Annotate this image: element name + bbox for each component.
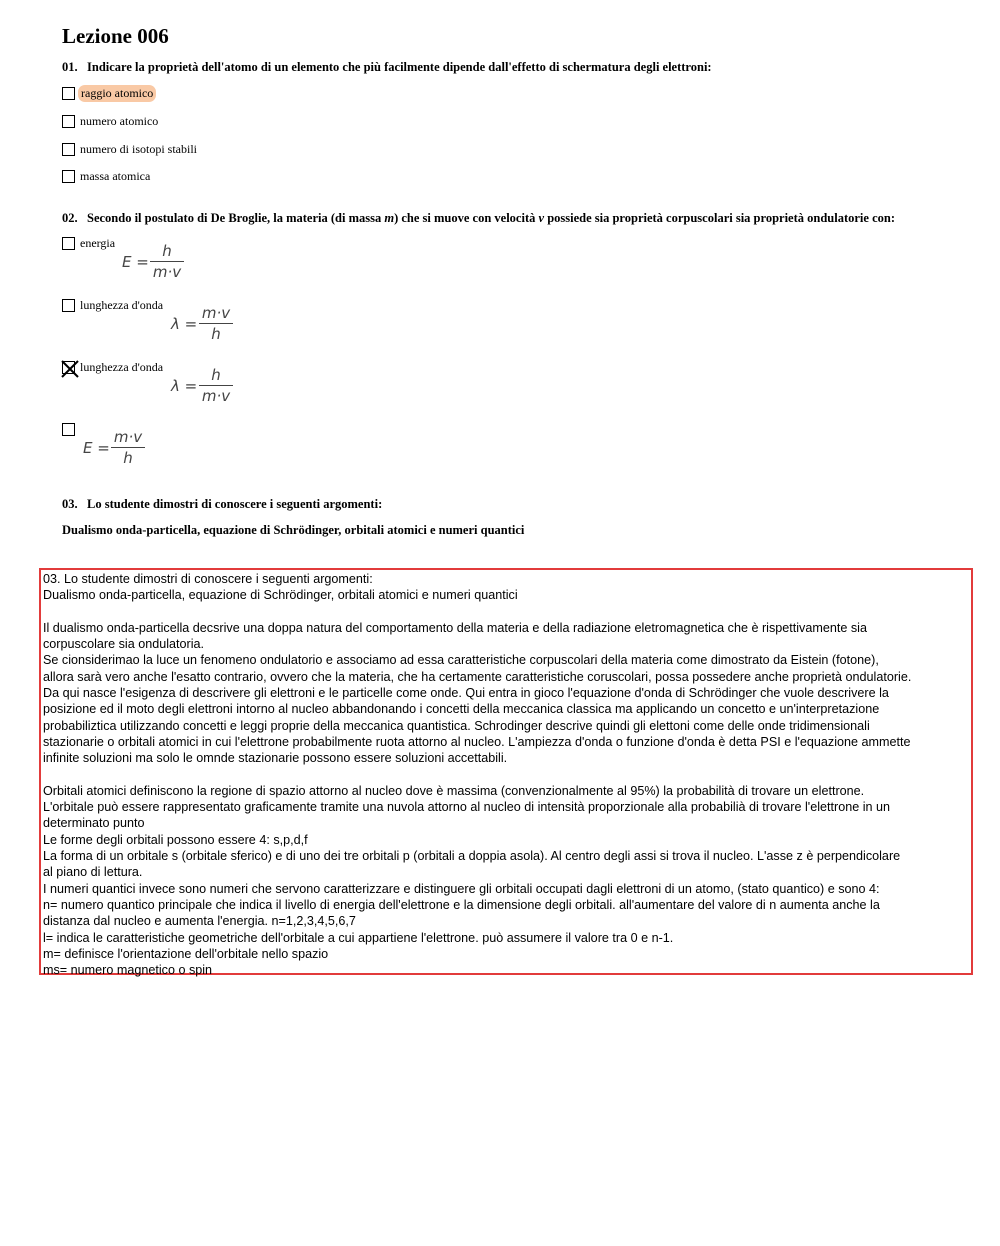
question-01-text: 01. Indicare la proprietà dell'atomo di un elemento che più facilmente dipende dall'effetto di schermatura degli elettroni: bbox=[62, 60, 712, 74]
question-number: 02. bbox=[62, 211, 78, 225]
answer-line: stazionarie o orbitali atomici in cui l'elettrone probabilmente ruota attorno al nucleo. L'ampiezza d'onda o funzione d'onda è detta PSI e l'equazione ammette bbox=[43, 734, 911, 749]
answer-text-box[interactable] bbox=[39, 568, 973, 978]
option-label: lunghezza d'onda bbox=[80, 360, 164, 374]
fraction-bar bbox=[111, 447, 145, 448]
answer-line: corpuscolare sia ondulatoria. bbox=[43, 637, 205, 652]
answer-line: La forma di un orbitale s (orbitale sferico) e di uno dei tre orbitali p (orbitali a doppia asola). Al centro degli assi si trova il nucleo. L'asse z è perpendicolare bbox=[43, 849, 901, 864]
question-02-text: 02. Secondo il postulato di De Broglie, la materia (di massa m) che si muove con velocità v possiede sia proprietà corpuscolari sia proprietà ondulatorie con: bbox=[62, 211, 895, 225]
fraction-bar bbox=[199, 323, 233, 324]
question-number: 03. bbox=[62, 497, 78, 511]
fraction-bar bbox=[199, 385, 233, 386]
formula-energy-mv-over-h: E = m·v h bbox=[83, 428, 153, 472]
answer-line: Se cionsiderimao la luce un fenomeno ondulatorio e associamo ad essa caratteristiche corpuscolari della materia come dimostrato da Eistein (fotone), bbox=[43, 653, 879, 668]
formula-denominator: m·v bbox=[152, 263, 182, 281]
answer-line: n= numero quantico principale che indica il livello di energia dell'elettrone e la dimensione degli orbitali. all'aumentare del valore di n aumenta anche la bbox=[43, 897, 880, 912]
question-number: 01. bbox=[62, 60, 78, 74]
formula-numerator: h bbox=[211, 366, 221, 384]
answer-line: Orbitali atomici definiscono la regione di spazio attorno al nucleo dove è massima (convenzionalmente al 95%) la probabilità di trovare un elettrone. bbox=[43, 783, 865, 798]
option-label: numero di isotopi stabili bbox=[80, 142, 197, 156]
question-03-text: 03. Lo studente dimostri di conoscere i seguenti argomenti: bbox=[62, 497, 383, 511]
formula-denominator: h bbox=[123, 449, 133, 467]
option-label: energia bbox=[80, 236, 116, 250]
answer-line: posizione ed il moto degli elettroni intorno al nucleo abbandonando i concetti della meccanica classica ma applicando un concetto e un'interpretazione bbox=[43, 702, 880, 717]
answer-line: ms= numero magnetico o spin bbox=[43, 963, 213, 978]
checkbox[interactable] bbox=[62, 299, 75, 312]
answer-line: l= indica le caratteristiche geometriche dell'orbitale a cui appartiene l'elettrone. può assumere il valore tra 0 e n-1. bbox=[43, 930, 674, 945]
checkbox[interactable] bbox=[62, 237, 75, 250]
fraction-bar bbox=[150, 261, 184, 262]
option-label-highlighted: raggio atomico bbox=[78, 85, 156, 102]
answer-line: m= definisce l'orientazione dell'orbitale nello spazio bbox=[43, 946, 329, 961]
answer-line: allora sarà vero anche l'esatto contrario, ovvero che la materia, che ha certamente caratteristiche coruscolari, possa possedere anche proprietà ondulatorie. bbox=[43, 669, 912, 684]
formula-lambda-h-over-mv: λ = h m·v bbox=[171, 366, 241, 410]
answer-line: L'orbitale può essere rappresentato graficamente tramite una nuvola attorno al nucleo di intensità proporzionale alla probabilià di trovare l'elettrone in un bbox=[43, 800, 891, 815]
checkbox[interactable] bbox=[62, 115, 75, 128]
answer-line: Da qui nasce l'esigenza di descrivere gli elettroni e le particelle come onde. Qui entra in gioco l'equazione d'onda di Schrödinger che vuole descrivere la bbox=[43, 686, 889, 701]
answer-blank-line bbox=[43, 767, 969, 783]
formula-denominator: h bbox=[211, 325, 221, 343]
answer-line: determinato punto bbox=[43, 816, 145, 831]
formula-energy-h-over-mv: E = h m·v bbox=[122, 242, 192, 286]
x-mark-icon bbox=[60, 359, 80, 379]
option-label: massa atomica bbox=[80, 169, 151, 183]
formula-denominator: m·v bbox=[201, 387, 231, 405]
checkbox[interactable] bbox=[62, 423, 75, 436]
answer-line: Le forme degli orbitali possono essere 4: s,p,d,f bbox=[43, 832, 308, 847]
option-label: lunghezza d'onda bbox=[80, 298, 164, 312]
answer-line: infinite soluzioni ma solo le omnde stazionarie possono essere soluzioni accettabili. bbox=[43, 751, 508, 766]
answer-blank-line bbox=[43, 604, 969, 620]
answer-line: distanza dal nucleo e aumenta l'energia. n=1,2,3,4,5,6,7 bbox=[43, 914, 356, 929]
answer-line: probabiliztica utilizzando concetti e leggi proprie della meccanica quantistica. Schrodinger descrive quindi gli elettoni come delle onde tridimensionali bbox=[43, 718, 870, 733]
answer-line: al piano di lettura. bbox=[43, 865, 143, 880]
page-title: Lezione 006 bbox=[62, 24, 169, 48]
answer-line: Il dualismo onda-particella decsrive una doppa natura del comportamento della materia e della radiazione eletromagnetica che è rispettivamente sia bbox=[43, 620, 867, 635]
answer-line: Dualismo onda-particella, equazione di Schrödinger, orbitali atomici e numeri quantici bbox=[43, 588, 518, 603]
option-label: numero atomico bbox=[80, 114, 159, 128]
checkbox[interactable] bbox=[62, 143, 75, 156]
answer-line: I numeri quantici invece sono numeri che servono caratterizzare e distinguere gli orbitali occupati dagli elettroni di un atomo, (stato quantico) e sono 4: bbox=[43, 881, 880, 896]
formula-lambda-mv-over-h: λ = m·v h bbox=[171, 304, 241, 348]
checkbox-checked[interactable] bbox=[62, 361, 75, 374]
formula-numerator: m·v bbox=[113, 428, 143, 446]
checkbox[interactable] bbox=[62, 87, 75, 100]
answer-line: 03. Lo studente dimostri di conoscere i seguenti argomenti: bbox=[43, 572, 373, 586]
checkbox[interactable] bbox=[62, 170, 75, 183]
question-03-subtext: Dualismo onda-particella, equazione di Schrödinger, orbitali atomici e numeri quantici bbox=[62, 523, 525, 537]
formula-numerator: h bbox=[162, 242, 172, 260]
formula-numerator: m·v bbox=[201, 304, 231, 322]
